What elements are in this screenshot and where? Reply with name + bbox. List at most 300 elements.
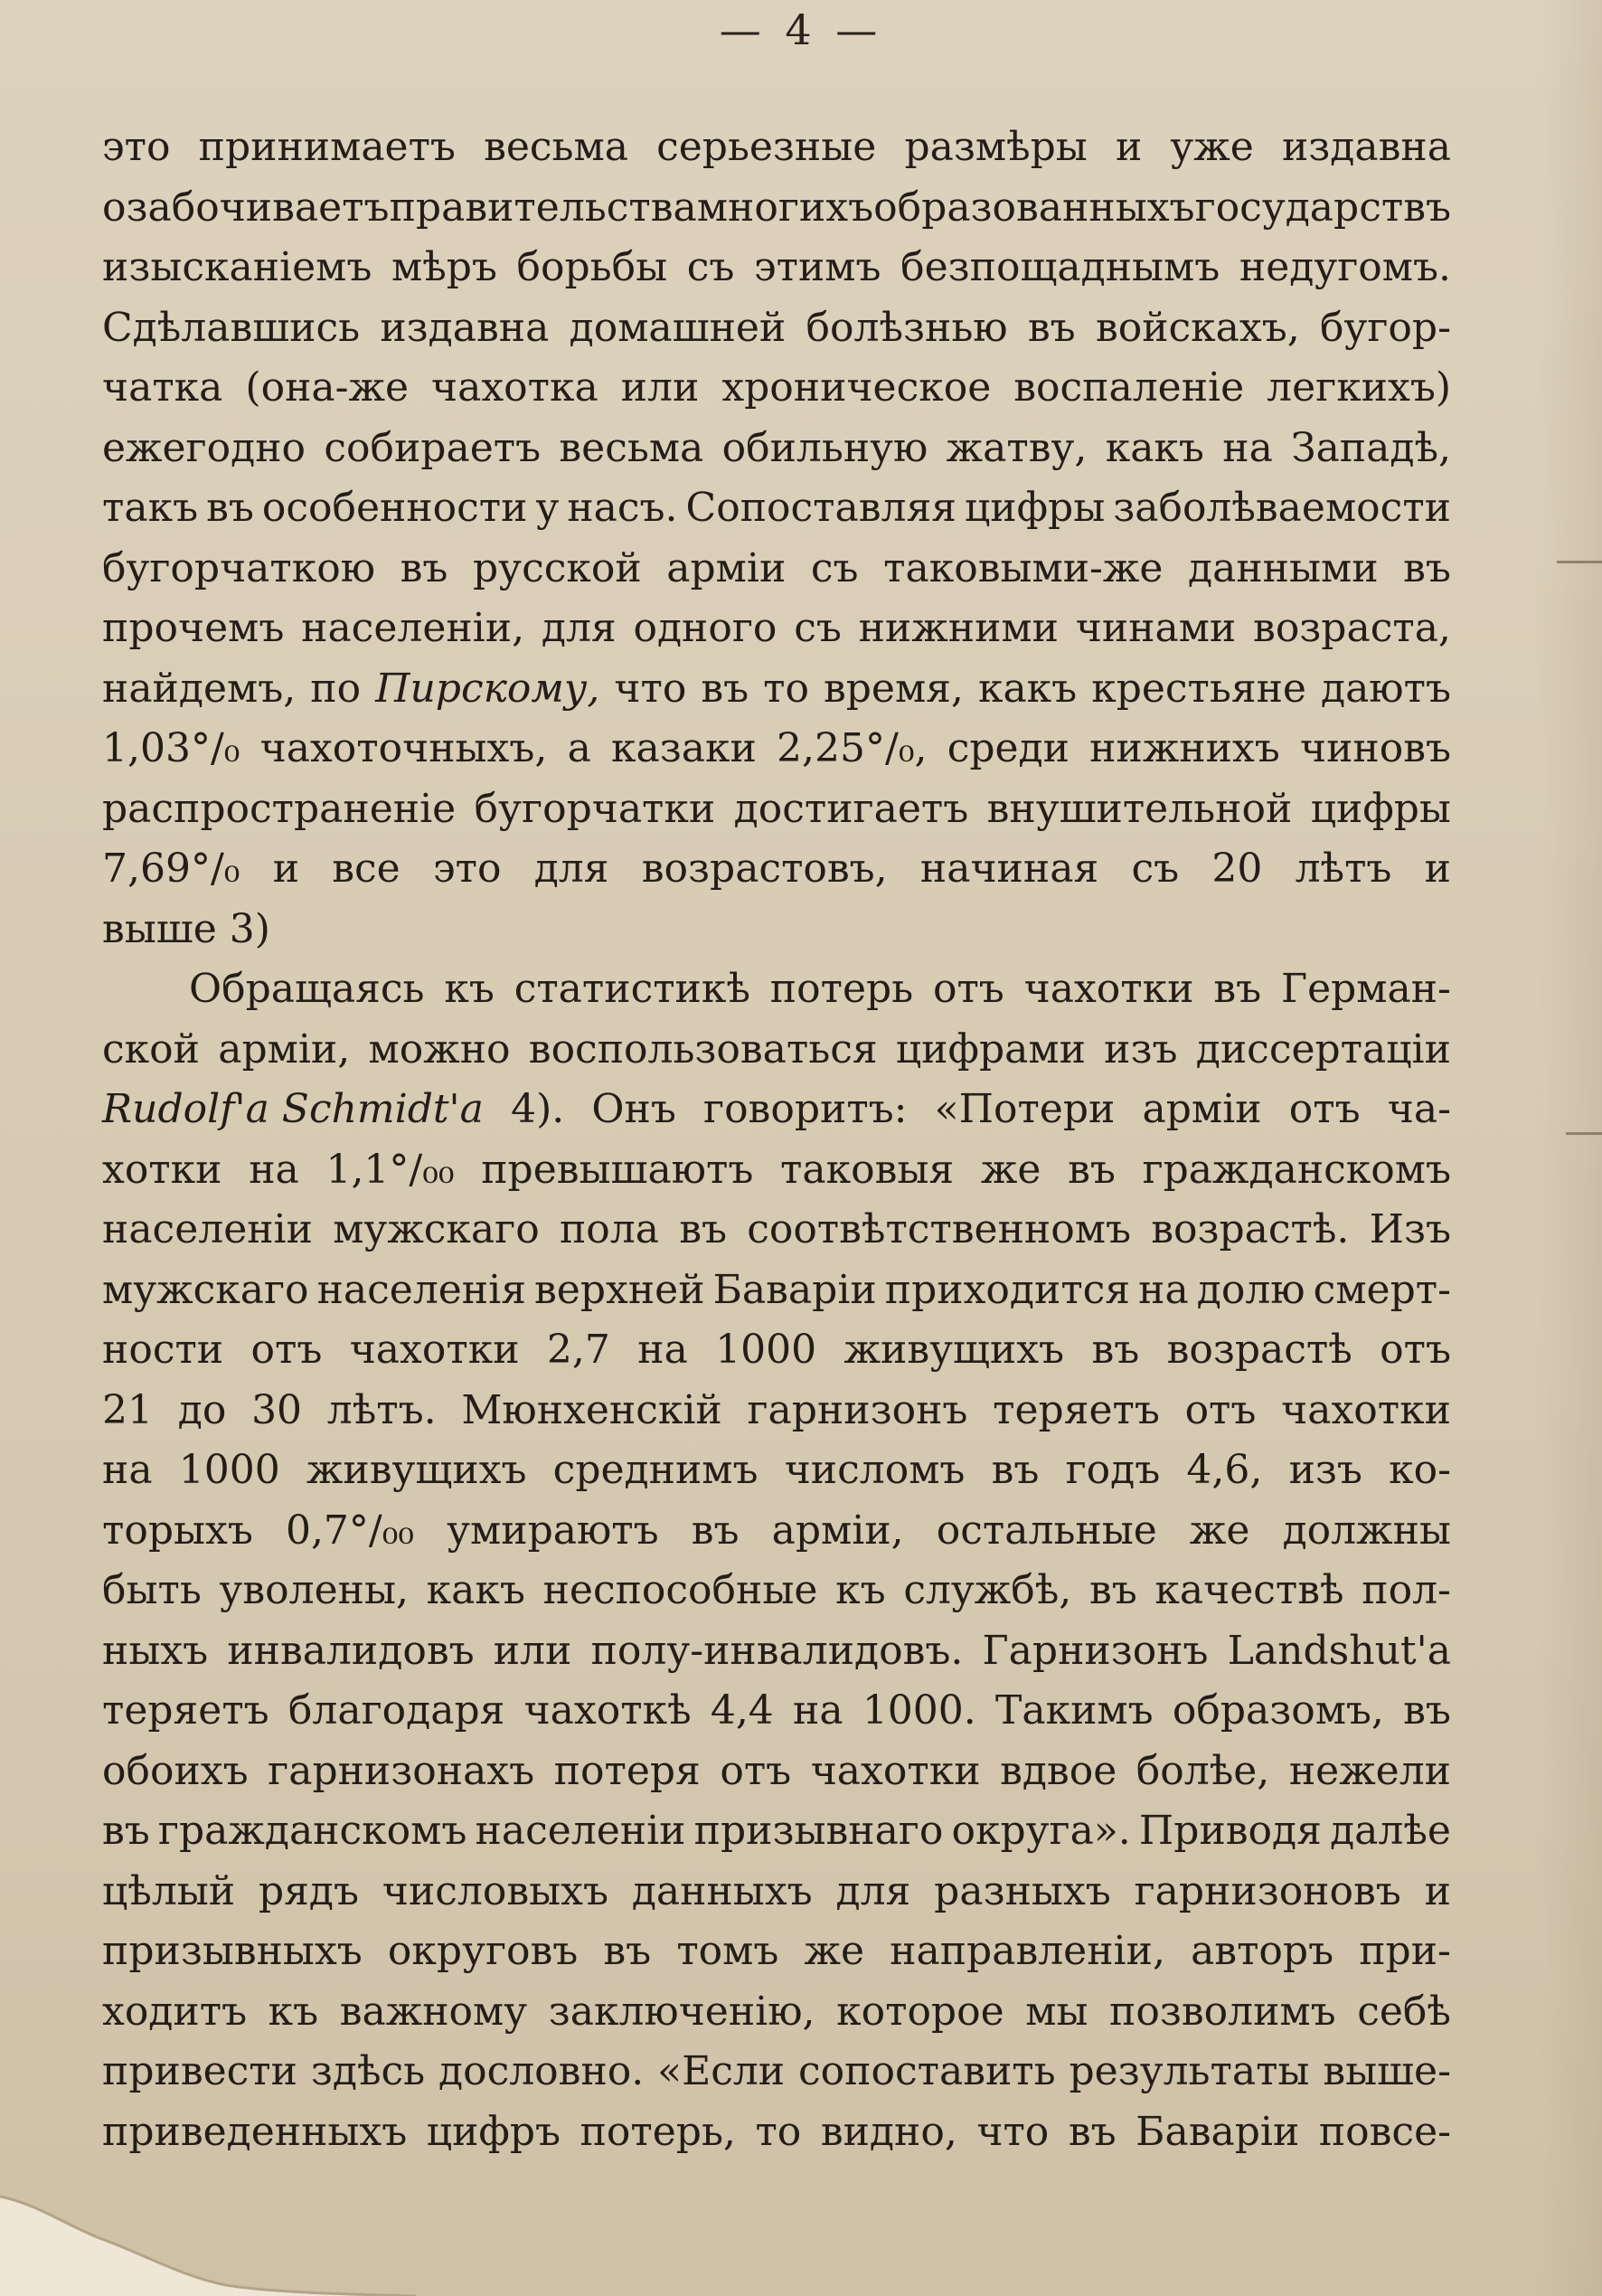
word: Такимъ: [995, 1687, 1154, 1734]
word: 1000: [715, 1327, 817, 1373]
word: то: [755, 2108, 802, 2155]
word: хотки: [102, 1146, 222, 1193]
word: особенности: [261, 485, 528, 531]
word: государствъ: [1194, 184, 1451, 231]
word: насъ.: [567, 485, 678, 531]
word: чахоткѣ: [523, 1687, 692, 1734]
word: къ: [835, 1567, 886, 1613]
word: воспользоваться: [528, 1025, 878, 1072]
word: легкихъ): [1267, 364, 1451, 411]
word: торыхъ: [102, 1507, 253, 1554]
word: авторъ: [1191, 1928, 1334, 1974]
word: числовыхъ: [382, 1867, 608, 1914]
word: гарнизонахъ: [268, 1747, 535, 1794]
word: ской: [102, 1025, 200, 1072]
word: приходится: [884, 1266, 1131, 1313]
word: казаки: [611, 725, 757, 771]
word: изъ: [1104, 1025, 1178, 1072]
word: дословно.: [438, 2048, 645, 2094]
word: службѣ,: [903, 1567, 1072, 1613]
word: къ: [444, 966, 495, 1012]
word: Сопоставляя: [685, 485, 956, 531]
word: Изъ: [1369, 1206, 1451, 1252]
word: или: [493, 1627, 572, 1674]
word: въ: [1403, 1687, 1451, 1734]
text-line: [102, 1320, 1451, 1381]
word: принимаетъ: [198, 124, 456, 170]
word: «Потери: [934, 1086, 1116, 1132]
word: ча-: [1387, 1086, 1451, 1132]
word: здѣсь: [310, 2048, 426, 2094]
word: цифръ: [426, 2108, 561, 2155]
word: должны: [1282, 1507, 1451, 1554]
word: важному: [339, 1988, 528, 2035]
word: мѣръ: [391, 244, 497, 290]
word: внушительной: [986, 785, 1293, 832]
text-line: [102, 1080, 1451, 1140]
word: весьма: [559, 424, 704, 471]
word: чахотки: [1281, 1386, 1451, 1433]
word: приведенныхъ: [102, 2108, 408, 2155]
word: отъ: [1380, 1327, 1451, 1373]
word: «Если: [657, 2048, 786, 2094]
word: какъ: [1105, 424, 1204, 471]
word: въ: [400, 544, 448, 591]
text-line: [102, 959, 1451, 1020]
word: въ: [1068, 1146, 1116, 1193]
word: домашней: [569, 304, 787, 351]
word: 1,03°/₀: [102, 725, 240, 771]
word: и: [1424, 846, 1451, 892]
word: Онъ: [591, 1086, 676, 1132]
word: на: [102, 1447, 153, 1493]
word: вдвое: [1000, 1747, 1117, 1794]
word: округа».: [951, 1808, 1131, 1854]
word: смерт-: [1313, 1266, 1451, 1313]
word: нижнихъ: [1089, 725, 1280, 771]
word: бугор-: [1319, 304, 1451, 351]
word: Гарнизонъ: [982, 1627, 1209, 1674]
word: правительства: [389, 184, 697, 231]
word: 30: [251, 1386, 303, 1433]
word: и: [1115, 124, 1143, 170]
word: что: [976, 2108, 1050, 2155]
text-line: [102, 178, 1451, 239]
text-line: [102, 1200, 1451, 1261]
word: въ: [701, 665, 749, 712]
word: борьбы: [516, 244, 668, 290]
word: чахоточныхъ,: [259, 725, 548, 771]
word: образомъ,: [1172, 1687, 1384, 1734]
word: обильную: [721, 424, 928, 471]
text-line: [102, 719, 1451, 780]
word: благодаря: [287, 1687, 505, 1734]
word: какъ: [977, 665, 1078, 712]
word: результаты: [1069, 2048, 1310, 2094]
word: на: [637, 1327, 688, 1373]
word: нежели: [1288, 1747, 1451, 1794]
page-edge-shadow: [1539, 0, 1602, 2296]
text-line: [102, 1441, 1451, 1501]
word: годъ: [1065, 1447, 1161, 1493]
word: потерь,: [580, 2108, 736, 2155]
text-line: [102, 1621, 1451, 1682]
word: призывнаго: [693, 1808, 944, 1854]
word: въ: [679, 1206, 727, 1252]
word: образованныхъ: [873, 184, 1195, 231]
word: русской: [473, 544, 642, 591]
word: призывныхъ: [102, 1928, 363, 1974]
word: безпощаднымъ: [900, 244, 1220, 290]
text-line: [102, 900, 1451, 960]
word: Баваріи: [712, 1266, 877, 1313]
text-line: [102, 238, 1451, 298]
text-line: [102, 478, 1451, 539]
word: населеніи: [102, 1206, 313, 1252]
word: теряетъ: [993, 1386, 1160, 1433]
word: въ: [1213, 966, 1262, 1012]
word: въ: [691, 1507, 740, 1554]
word: чахотки: [1023, 966, 1194, 1012]
word: возрастѣ: [1166, 1327, 1352, 1373]
page-number: — 4 —: [719, 5, 883, 54]
word: говоритъ:: [703, 1086, 908, 1132]
word: войскахъ,: [1095, 304, 1300, 351]
word: мужскаго: [102, 1266, 309, 1313]
word: которое: [836, 1988, 1004, 2035]
body-text: [102, 118, 1451, 2162]
word: позволимъ: [1109, 1988, 1336, 2035]
word: 7,69°/₀: [102, 846, 240, 892]
word: повсе-: [1318, 2108, 1451, 2155]
word: арміи,: [218, 1025, 351, 1072]
word: томъ: [676, 1928, 779, 1974]
text-line: [102, 1501, 1451, 1562]
word: выше-: [1323, 2048, 1451, 2094]
word: населеніи: [475, 1808, 686, 1854]
word: хроническое: [721, 364, 992, 411]
word: для: [835, 1867, 911, 1914]
word: привести: [102, 2048, 297, 2094]
word: себѣ: [1357, 1988, 1451, 2035]
text-line: [102, 780, 1451, 840]
text-line: [102, 1020, 1451, 1081]
word: Приводя: [1138, 1808, 1322, 1854]
text-line: [102, 539, 1451, 600]
word: на: [1138, 1266, 1189, 1313]
word: диссертаціи: [1195, 1025, 1451, 1072]
word: же: [980, 1146, 1041, 1193]
word: качествѣ: [1154, 1567, 1344, 1613]
word: отъ: [720, 1747, 792, 1794]
word: Landshut'a: [1227, 1627, 1451, 1674]
word: 2,25°/₀,: [777, 725, 928, 771]
word: по: [310, 665, 362, 712]
word: арміи: [1142, 1086, 1262, 1132]
text-line: [102, 1982, 1451, 2043]
word: одного: [633, 605, 777, 651]
word: отъ: [1288, 1086, 1361, 1132]
word: то: [763, 665, 809, 712]
word: бугорчаткою: [102, 544, 376, 591]
text-line: [102, 358, 1451, 419]
torn-corner-shape: [0, 2160, 416, 2296]
word: отъ: [1184, 1386, 1257, 1433]
word: долю: [1196, 1266, 1305, 1313]
text-line: [102, 839, 1451, 900]
word: Мюнхенскій: [461, 1386, 722, 1433]
word: живущихъ: [843, 1327, 1065, 1373]
word: время,: [823, 665, 964, 712]
word: мы: [1025, 1988, 1088, 2035]
text-line: [102, 1681, 1451, 1742]
word: 20: [1211, 846, 1263, 892]
word: данныхъ: [631, 1867, 813, 1914]
word: направленіи,: [890, 1928, 1165, 1974]
word: какъ: [426, 1567, 525, 1613]
word: гражданскомъ: [1142, 1146, 1451, 1193]
word: въ: [1091, 1327, 1140, 1373]
word: арміи,: [771, 1507, 904, 1554]
word: Пирскому,: [375, 665, 600, 712]
word: издавна: [380, 304, 550, 351]
word: данными: [1188, 544, 1379, 591]
word: прочемъ: [102, 605, 285, 651]
word: сопоставить: [798, 2048, 1056, 2094]
word: далѣе: [1330, 1808, 1451, 1854]
word: этимъ: [754, 244, 881, 290]
word: Обращаясь: [189, 966, 425, 1012]
word: населенія: [316, 1266, 526, 1313]
word: достигаетъ: [733, 785, 969, 832]
word: озабочиваетъ: [102, 184, 390, 231]
word: даютъ: [1320, 665, 1451, 712]
word: округовъ: [387, 1928, 579, 1974]
word: превышаютъ: [481, 1146, 754, 1193]
word: остальные: [936, 1507, 1157, 1554]
word: верхней: [534, 1266, 705, 1313]
word: изъ: [1288, 1447, 1362, 1493]
word: начиная: [919, 846, 1099, 892]
word: въ: [991, 1447, 1040, 1493]
word: съ: [1131, 846, 1180, 892]
word: пола: [559, 1206, 659, 1252]
word: чинами: [1075, 605, 1237, 651]
word: крестьяне: [1091, 665, 1306, 712]
word: съ: [686, 244, 735, 290]
text-line: [102, 1261, 1451, 1321]
word: Герман-: [1280, 966, 1451, 1012]
word: изысканіемъ: [102, 244, 372, 290]
word: среднимъ: [552, 1447, 759, 1493]
word: на: [793, 1687, 843, 1734]
word: возрастовъ,: [641, 846, 888, 892]
word: чатка: [102, 364, 223, 411]
word: въ: [1027, 304, 1076, 351]
word: на: [249, 1146, 299, 1193]
word: среди: [947, 725, 1070, 771]
text-line: [102, 1742, 1451, 1802]
word: уволены,: [219, 1567, 409, 1613]
word: весьма: [484, 124, 628, 170]
word: мужскаго: [333, 1206, 540, 1252]
word: ности: [102, 1327, 224, 1373]
word: размѣры: [904, 124, 1088, 170]
word: все: [332, 846, 400, 892]
word: Баваріи: [1136, 2108, 1300, 2155]
word: 2,7: [546, 1327, 610, 1373]
word: потеря: [553, 1747, 701, 1794]
word: чиновъ: [1299, 725, 1451, 771]
word: въ: [206, 485, 254, 531]
word: арміи: [666, 544, 787, 591]
word: обоихъ: [102, 1747, 249, 1794]
word: населеніи,: [301, 605, 525, 651]
word: лѣтъ.: [326, 1386, 437, 1433]
word: цифры: [964, 485, 1106, 531]
text-line: [102, 298, 1451, 359]
word: чахотка: [431, 364, 598, 411]
text-line: [102, 1561, 1451, 1621]
word: на: [1222, 424, 1273, 471]
word: серьезные: [656, 124, 877, 170]
text-line: [102, 599, 1451, 659]
word: цифры: [1310, 785, 1451, 832]
word: бугорчатки: [474, 785, 716, 832]
word: цифрами: [895, 1025, 1086, 1072]
word: гарнизоновъ: [1134, 1867, 1401, 1914]
word: найдемъ,: [102, 665, 297, 712]
word: неспособные: [542, 1567, 818, 1613]
word: 1,1°/₀₀: [325, 1146, 455, 1193]
word: лѣтъ: [1295, 846, 1392, 892]
word: это: [432, 846, 502, 892]
word: числомъ: [784, 1447, 966, 1493]
word: рядъ: [258, 1867, 359, 1914]
word: къ: [268, 1988, 319, 2035]
text-line: [102, 118, 1451, 178]
word: (она-же: [245, 364, 410, 411]
word: многихъ: [696, 184, 874, 231]
text-line: [102, 419, 1451, 479]
word: Западѣ,: [1291, 424, 1451, 471]
word: съ: [794, 605, 842, 651]
word: же: [804, 1928, 865, 1974]
word: выше: [102, 905, 217, 952]
word: разныхъ: [934, 1867, 1111, 1914]
word: въ: [102, 1808, 150, 1854]
word: заключенію,: [548, 1988, 815, 2035]
margin-mark: [1566, 1132, 1602, 1135]
text-line: [102, 1922, 1451, 1982]
word: цѣлый: [102, 1867, 236, 1914]
word: таковыя: [780, 1146, 955, 1193]
word: возрастѣ.: [1151, 1206, 1350, 1252]
word: что: [614, 665, 687, 712]
word: чахотки: [349, 1327, 520, 1373]
word: и: [1424, 1867, 1451, 1914]
word: нижними: [858, 605, 1059, 651]
word: или: [620, 364, 700, 411]
word: 1000.: [862, 1687, 976, 1734]
word: для: [541, 605, 617, 651]
word: живущихъ: [306, 1447, 527, 1493]
word: теряетъ: [102, 1687, 269, 1734]
word: въ: [1088, 1567, 1137, 1613]
word: 4,6,: [1186, 1447, 1263, 1493]
word: 1000: [178, 1447, 280, 1493]
word: собираетъ: [324, 424, 542, 471]
text-line: [102, 659, 1451, 720]
word: возраста,: [1253, 605, 1451, 651]
word: пол-: [1362, 1567, 1451, 1613]
word: отъ: [932, 966, 1004, 1012]
word: это: [102, 124, 171, 170]
text-line: [102, 2042, 1451, 2102]
word: полу-инвалидовъ.: [590, 1627, 964, 1674]
word: Сдѣлавшись: [102, 304, 361, 351]
word: въ: [1403, 544, 1451, 591]
word: умираютъ: [447, 1507, 659, 1554]
word: а: [567, 725, 591, 771]
word: ныхъ: [102, 1627, 209, 1674]
word: статистикѣ: [514, 966, 750, 1012]
word: инвалидовъ: [227, 1627, 475, 1674]
word: при-: [1359, 1928, 1451, 1974]
word: видно,: [820, 2108, 957, 2155]
word: жатву,: [946, 424, 1088, 471]
word: распространеніе: [102, 785, 457, 832]
word: же: [1189, 1507, 1250, 1554]
word: быть: [102, 1567, 202, 1613]
word: 4).: [511, 1086, 565, 1132]
word: воспаленіе: [1013, 364, 1245, 411]
footnote-ref: 3): [229, 905, 270, 952]
text-line: [102, 1140, 1451, 1201]
margin-mark: [1557, 561, 1602, 563]
word: болѣзнью: [806, 304, 1008, 351]
word: ходитъ: [102, 1988, 248, 2035]
word: таковыми-же: [883, 544, 1164, 591]
word: ко-: [1389, 1447, 1451, 1493]
word: заболѣваемости: [1113, 485, 1451, 531]
word: и: [272, 846, 300, 892]
word: для: [533, 846, 609, 892]
word: недугомъ.: [1239, 244, 1451, 290]
word: до: [177, 1386, 227, 1433]
word: 4,4: [710, 1687, 774, 1734]
word: чахотки: [810, 1747, 981, 1794]
word: можно: [368, 1025, 511, 1072]
word: отъ: [250, 1327, 323, 1373]
word: 21: [102, 1386, 153, 1433]
word: соотвѣтственномъ: [747, 1206, 1131, 1252]
word: въ: [603, 1928, 652, 1974]
word: съ: [810, 544, 859, 591]
word: въ: [1068, 2108, 1117, 2155]
word: гражданскомъ: [157, 1808, 467, 1854]
word: гарнизонъ: [747, 1386, 968, 1433]
text-line: [102, 1381, 1451, 1441]
word: ежегодно: [102, 424, 306, 471]
text-line: [102, 1862, 1451, 1923]
word: Rudolf'a Schmidt'a: [102, 1086, 484, 1132]
word: 0,7°/₀₀: [285, 1507, 415, 1554]
word: такъ: [102, 485, 199, 531]
word: уже: [1170, 124, 1254, 170]
text-line: [102, 1801, 1451, 1862]
text-line: [102, 2102, 1451, 2163]
